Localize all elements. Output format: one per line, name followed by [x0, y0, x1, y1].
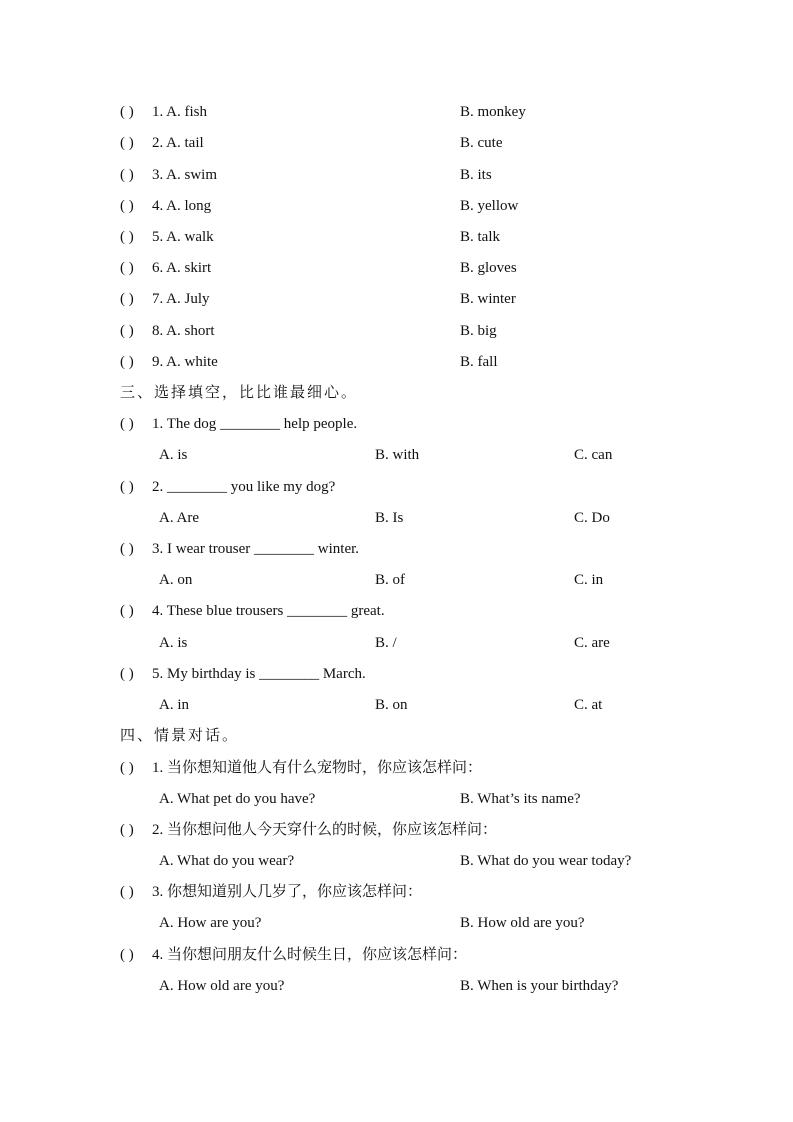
option-a: A. How old are you? [159, 978, 285, 994]
option-a: 3. A. swim [152, 167, 218, 183]
answer-blank[interactable]: ( ) [120, 291, 134, 307]
question-row [0, 663, 793, 685]
option-a: A. Are [159, 510, 199, 526]
option-a: A. What do you wear? [159, 853, 295, 869]
option-c: C. at [574, 697, 603, 713]
answer-blank[interactable]: ( ) [120, 822, 134, 838]
word-pair-row [0, 226, 793, 248]
option-b: B. How old are you? [460, 915, 585, 931]
question-text: 3. I wear trouser ________ winter. [152, 541, 360, 557]
question-row [0, 819, 793, 841]
option-a: 8. A. short [152, 323, 215, 339]
option-c: C. are [574, 635, 610, 651]
answer-blank[interactable]: ( ) [120, 760, 134, 776]
option-a: 5. A. walk [152, 229, 214, 245]
question-row [0, 757, 793, 779]
answer-blank[interactable]: ( ) [120, 354, 134, 370]
option-a: 7. A. July [152, 291, 210, 307]
answer-blank[interactable]: ( ) [120, 666, 134, 682]
option-b: B. Is [375, 510, 404, 526]
option-a: 9. A. white [152, 354, 218, 370]
option-b: B. yellow [460, 198, 519, 214]
question-row [0, 600, 793, 622]
options-row [0, 694, 793, 716]
option-c: C. in [574, 572, 604, 588]
word-pair-row [0, 195, 793, 217]
option-c: C. Do [574, 510, 610, 526]
options-row [0, 850, 793, 872]
question-text: 4. These blue trousers ________ great. [152, 603, 385, 619]
option-b: B. gloves [460, 260, 517, 276]
question-text: 1. 当你想知道他人有什么宠物时，你应该怎样问： [152, 760, 483, 776]
question-row [0, 476, 793, 498]
question-text: 5. My birthday is ________ March. [152, 666, 366, 682]
question-row [0, 881, 793, 903]
options-row [0, 632, 793, 654]
word-pair-row [0, 288, 793, 310]
answer-blank[interactable]: ( ) [120, 135, 134, 151]
option-b: B. fall [460, 354, 498, 370]
option-b: B. big [460, 323, 497, 339]
options-row [0, 975, 793, 997]
answer-blank[interactable]: ( ) [120, 947, 134, 963]
options-row [0, 444, 793, 466]
question-text: 2. 当你想问他人今天穿什么的时候，你应该怎样问： [152, 822, 498, 838]
answer-blank[interactable]: ( ) [120, 198, 134, 214]
option-b: B. with [375, 447, 420, 463]
answer-blank[interactable]: ( ) [120, 603, 134, 619]
answer-blank[interactable]: ( ) [120, 323, 134, 339]
option-a: A. on [159, 572, 193, 588]
option-b: B. What do you wear today? [460, 853, 632, 869]
question-row [0, 413, 793, 435]
option-a: A. How are you? [159, 915, 262, 931]
option-b: B. When is your birthday? [460, 978, 619, 994]
section-heading-part4 [0, 725, 793, 747]
question-text: 3. 你想知道别人几岁了，你应该怎样问： [152, 884, 423, 900]
question-row [0, 944, 793, 966]
word-pair-row [0, 101, 793, 123]
word-pair-row [0, 257, 793, 279]
option-b: B. What’s its name? [460, 791, 581, 807]
options-row [0, 507, 793, 529]
section-title: 三、选择填空，比比谁最细心。 [120, 385, 359, 401]
option-a: 6. A. skirt [152, 260, 212, 276]
option-b: B. / [375, 635, 397, 651]
section-title: 四、情景对话。 [120, 728, 240, 744]
answer-blank[interactable]: ( ) [120, 479, 134, 495]
options-row [0, 912, 793, 934]
option-b: B. on [375, 697, 408, 713]
option-a: 4. A. long [152, 198, 212, 214]
option-a: A. in [159, 697, 189, 713]
option-b: B. cute [460, 135, 503, 151]
option-a: A. is [159, 447, 188, 463]
option-b: B. winter [460, 291, 516, 307]
option-c: C. can [574, 447, 613, 463]
option-b: B. talk [460, 229, 500, 245]
question-text: 4. 当你想问朋友什么时候生日，你应该怎样问： [152, 947, 468, 963]
section-heading-part3 [0, 382, 793, 404]
answer-blank[interactable]: ( ) [120, 104, 134, 120]
option-a: 2. A. tail [152, 135, 204, 151]
word-pair-row [0, 164, 793, 186]
answer-blank[interactable]: ( ) [120, 167, 134, 183]
options-row [0, 569, 793, 591]
answer-blank[interactable]: ( ) [120, 229, 134, 245]
option-a: 1. A. fish [152, 104, 208, 120]
word-pair-row [0, 320, 793, 342]
question-text: 1. The dog ________ help people. [152, 416, 358, 432]
question-text: 2. ________ you like my dog? [152, 479, 336, 495]
word-pair-row [0, 351, 793, 373]
option-a: A. What pet do you have? [159, 791, 316, 807]
answer-blank[interactable]: ( ) [120, 416, 134, 432]
word-pair-row [0, 132, 793, 154]
option-b: B. its [460, 167, 492, 183]
answer-blank[interactable]: ( ) [120, 260, 134, 276]
option-b: B. monkey [460, 104, 526, 120]
options-row [0, 788, 793, 810]
question-row [0, 538, 793, 560]
answer-blank[interactable]: ( ) [120, 541, 134, 557]
option-a: A. is [159, 635, 188, 651]
option-b: B. of [375, 572, 405, 588]
answer-blank[interactable]: ( ) [120, 884, 134, 900]
